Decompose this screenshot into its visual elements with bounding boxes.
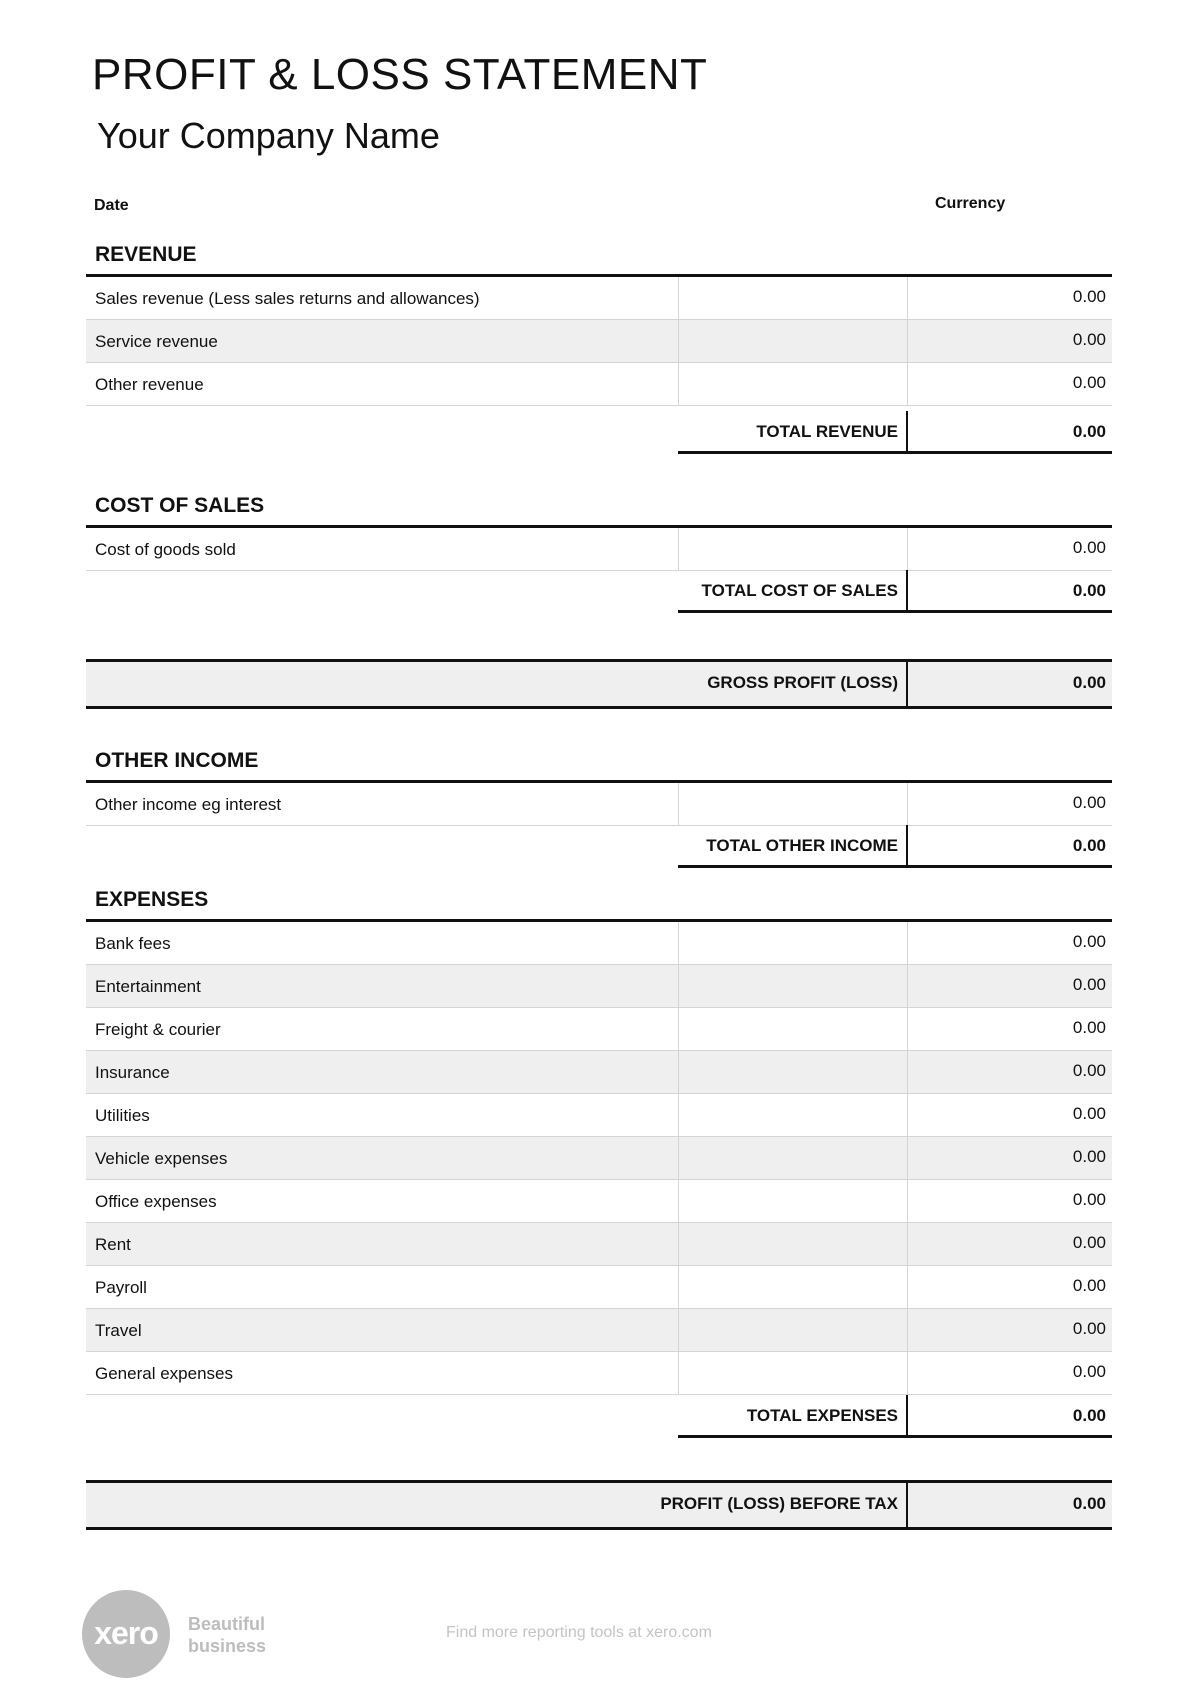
expenses-heading: EXPENSES [95,888,209,911]
row-value[interactable]: 0.00 [1072,1319,1106,1338]
xero-logo [82,1590,170,1678]
entry-cell[interactable] [678,1266,908,1308]
row-label: Insurance [95,1063,170,1082]
table-row[interactable] [86,528,1112,571]
gross-profit-value: 0.00 [1072,673,1106,692]
table-row[interactable] [86,320,1112,363]
cost-of-sales-heading: COST OF SALES [95,494,265,517]
row-value[interactable]: 0.00 [1072,932,1106,951]
table-row[interactable] [86,922,1112,965]
row-label: Service revenue [95,332,218,351]
entry-cell[interactable] [678,1352,908,1394]
row-value[interactable]: 0.00 [1072,1147,1106,1166]
total-revenue-row [678,411,1112,454]
other-income-heading: OTHER INCOME [95,749,259,772]
table-row[interactable] [86,1309,1112,1352]
other-income-table [86,780,1112,826]
row-label: Payroll [95,1278,147,1297]
row-value[interactable]: 0.00 [1072,793,1106,812]
row-value[interactable]: 0.00 [1072,1061,1106,1080]
divider [906,1395,908,1435]
row-value[interactable]: 0.00 [1072,1276,1106,1295]
divider [906,1483,908,1527]
divider [906,825,908,865]
table-row[interactable] [86,1137,1112,1180]
row-value[interactable]: 0.00 [1072,330,1106,349]
table-row[interactable] [86,1094,1112,1137]
entry-cell[interactable] [678,922,908,964]
divider [906,570,908,610]
table-row[interactable] [86,363,1112,406]
gross-profit-row [86,659,1112,709]
entry-cell[interactable] [678,1309,908,1351]
row-label: Bank fees [95,934,171,953]
table-row[interactable] [86,965,1112,1008]
row-label: Other revenue [95,375,204,394]
row-value[interactable]: 0.00 [1072,538,1106,557]
total-other-income-label: TOTAL OTHER INCOME [706,836,898,855]
xero-logo-text: xero [94,1615,158,1651]
row-value[interactable]: 0.00 [1072,1362,1106,1381]
company-name[interactable]: Your Company Name [97,115,440,156]
entry-cell[interactable] [678,965,908,1007]
row-label: Rent [95,1235,131,1254]
row-value[interactable]: 0.00 [1072,1104,1106,1123]
total-revenue-label: TOTAL REVENUE [756,422,898,441]
total-cost-of-sales-value: 0.00 [1072,581,1106,600]
row-value[interactable]: 0.00 [1072,287,1106,306]
divider [906,411,908,451]
entry-cell[interactable] [678,1180,908,1222]
entry-cell[interactable] [678,1051,908,1093]
row-label: Utilities [95,1106,150,1125]
total-revenue-value: 0.00 [1072,422,1106,441]
revenue-heading: REVENUE [95,243,197,266]
table-row[interactable] [86,783,1112,826]
total-other-income-value: 0.00 [1072,836,1106,855]
cost-of-sales-table [86,525,1112,571]
entry-cell[interactable] [678,783,908,825]
entry-cell[interactable] [678,1223,908,1265]
table-row[interactable] [86,1008,1112,1051]
total-expenses-value: 0.00 [1072,1406,1106,1425]
row-value[interactable]: 0.00 [1072,975,1106,994]
table-row[interactable] [86,1180,1112,1223]
row-label: Cost of goods sold [95,540,236,559]
entry-cell[interactable] [678,277,908,319]
row-label: Entertainment [95,977,201,996]
profit-before-tax-value: 0.00 [1072,1494,1106,1513]
table-row[interactable] [86,1352,1112,1395]
revenue-table [86,274,1112,406]
row-value[interactable]: 0.00 [1072,1190,1106,1209]
row-label: Travel [95,1321,142,1340]
entry-cell[interactable] [678,320,908,362]
total-expenses-label: TOTAL EXPENSES [746,1406,898,1425]
gross-profit-label: GROSS PROFIT (LOSS) [707,673,898,692]
entry-cell[interactable] [678,1008,908,1050]
table-row[interactable] [86,1051,1112,1094]
page-title: PROFIT & LOSS STATEMENT [92,50,708,99]
total-cost-of-sales-row [678,570,1112,613]
entry-cell[interactable] [678,363,908,405]
total-cost-of-sales-label: TOTAL COST OF SALES [701,581,898,600]
date-label: Date [94,197,129,214]
entry-cell[interactable] [678,1094,908,1136]
entry-cell[interactable] [678,1137,908,1179]
profit-before-tax-label: PROFIT (LOSS) BEFORE TAX [660,1494,898,1513]
row-label: Freight & courier [95,1020,221,1039]
table-row[interactable] [86,1266,1112,1309]
table-row[interactable] [86,1223,1112,1266]
row-value[interactable]: 0.00 [1072,1018,1106,1037]
row-value[interactable]: 0.00 [1072,1233,1106,1252]
total-other-income-row [678,825,1112,868]
divider [906,662,908,706]
row-label: General expenses [95,1364,233,1383]
row-label: Other income eg interest [95,795,282,814]
profit-before-tax-row [86,1480,1112,1530]
row-label: Office expenses [95,1192,217,1211]
expenses-table [86,919,1112,1395]
entry-cell[interactable] [678,528,908,570]
currency-label: Currency [935,195,1006,212]
footer-link[interactable]: Find more reporting tools at xero.com [446,1624,712,1641]
row-label: Vehicle expenses [95,1149,228,1168]
row-label: Sales revenue (Less sales returns and allowances) [95,289,480,308]
table-row[interactable] [86,277,1112,320]
row-value[interactable]: 0.00 [1072,373,1106,392]
tagline: Beautiful business [188,1614,267,1656]
total-expenses-row [678,1395,1112,1438]
